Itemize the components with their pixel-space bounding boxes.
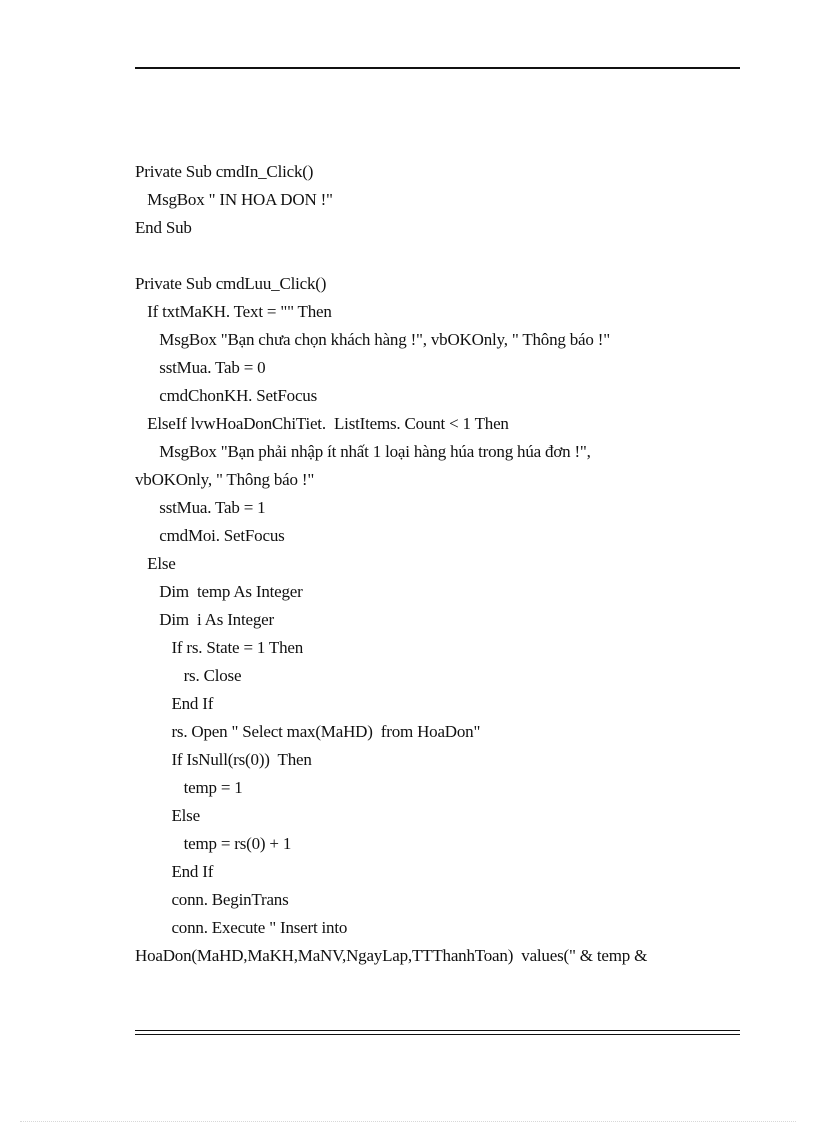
code-line: End If — [135, 862, 214, 881]
code-line: Private Sub cmdLuu_Click() — [135, 274, 327, 293]
code-line: MsgBox " IN HOA DON !" — [135, 190, 333, 209]
code-line: Dim temp As Integer — [135, 582, 303, 601]
code-line: HoaDon(MaHD,MaKH,MaNV,NgayLap,TTThanhToan) values(" & temp & — [135, 946, 648, 965]
code-line: If txtMaKH. Text = "" Then — [135, 302, 332, 321]
code-line: Else — [135, 554, 176, 573]
code-line: cmdMoi. SetFocus — [135, 526, 285, 545]
code-line: If rs. State = 1 Then — [135, 638, 304, 657]
code-line: MsgBox "Bạn phải nhập ít nhất 1 loại hàng húa trong húa đơn !", — [135, 442, 591, 461]
footer-rule — [135, 1030, 740, 1035]
code-line — [135, 242, 745, 270]
code-line: sstMua. Tab = 0 — [135, 358, 266, 377]
code-line: rs. Open " Select max(MaHD) from HoaDon" — [135, 722, 481, 741]
page-edge — [20, 1121, 796, 1122]
code-line: End If — [135, 694, 214, 713]
code-line: Else — [135, 806, 200, 825]
code-line: vbOKOnly, " Thông báo !" — [135, 470, 315, 489]
code-line: rs. Close — [135, 666, 242, 685]
code-line: temp = rs(0) + 1 — [135, 834, 292, 853]
code-line: ElseIf lvwHoaDonChiTiet. ListItems. Count < 1 Then — [135, 414, 509, 433]
code-line: End Sub — [135, 218, 192, 237]
code-line: sstMua. Tab = 1 — [135, 498, 266, 517]
code-line: conn. BeginTrans — [135, 890, 289, 909]
code-line: Private Sub cmdIn_Click() — [135, 162, 314, 181]
header-rule — [135, 67, 740, 69]
code-listing — [135, 158, 745, 970]
code-line: temp = 1 — [135, 778, 243, 797]
code-line: MsgBox "Bạn chưa chọn khách hàng !", vbOKOnly, " Thông báo !" — [135, 330, 610, 349]
code-line: Dim i As Integer — [135, 610, 274, 629]
code-line: conn. Execute " Insert into — [135, 918, 348, 937]
code-line: cmdChonKH. SetFocus — [135, 386, 318, 405]
code-line: If IsNull(rs(0)) Then — [135, 750, 312, 769]
